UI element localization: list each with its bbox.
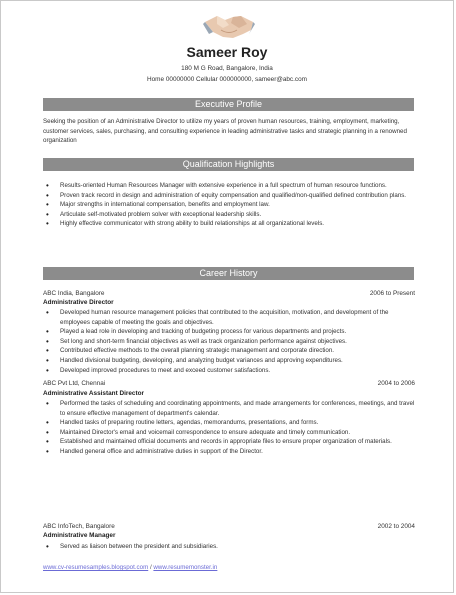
job-company: ABC InfoTech, Bangalore [43,523,115,530]
list-item: • Handled general office and administrative duties in support of the Director. [43,447,415,457]
handshake-icon [203,8,255,44]
list-item: • Set long and short-term financial objectives as well as track organization performance against objectives. [43,337,415,347]
list-item: • Served as liaison between the president and subsidiaries. [43,542,415,552]
section-qualification-highlights: Qualification Highlights [43,158,414,171]
list-item: • Handled divisional budgeting, developing, and analyzing budget variances and approving expenditures. [43,356,415,366]
list-item: • Established and maintained official documents and records in appropriate files to ensure proper organization of materials. [43,437,415,447]
list-item: • Articulate self-motivated problem solver with exceptional leadership skills. [43,210,415,220]
list-item: • Results-oriented Human Resources Manager with extensive experience in a full spectrum of human resource functions. [43,181,415,191]
list-item: • Handled tasks of preparing routine letters, agendas, memorandums, presentations, and forms. [43,418,415,428]
list-item: • Major strengths in international compensation, benefits and employment law. [43,200,415,210]
list-item: • Developed improved procedures to meet and exceed customer satisfactions. [43,366,415,376]
list-item: • Proven track record in design and administration of equity compensation and qualified/non-qualified defined contribution plans. [43,191,415,201]
list-item: • Developed human resource management policies that contributed to the acquisition, motivation, and development of the employees capable of meeting the goals and objectives. [43,308,415,327]
qualification-list [43,181,415,229]
candidate-name: Sameer Roy [186,44,268,60]
list-item: • Performed the tasks of scheduling and coordinating appointments, and made arrangements for conferences, meetings, and travel to ensure effective management of department's calendar. [43,399,415,418]
job-header [43,290,415,297]
list-item: • Played a lead role in developing and tracking of budgeting process for various departments and projects. [43,327,415,337]
footer-separator: / [148,564,154,571]
job-header [43,523,415,530]
job-duties-list [43,308,415,375]
footer-link-cv-resumesamples[interactable]: www.cv-resumesamples.blogspot.com [43,564,149,571]
footer-links [43,564,217,571]
job-dates: 2006 to Present [369,290,415,297]
job-duties-list [43,542,415,552]
job-title: Administrative Director [43,299,114,306]
job-company: ABC India, Bangalore [43,290,105,297]
address-line: 180 M G Road, Bangalore, India [181,65,273,72]
section-career-history: Career History [43,267,414,280]
list-item: • Contributed effective methods to the overall planning strategic management and corporate direction. [43,346,415,356]
job-duties-list [43,399,415,457]
job-header [43,380,415,387]
list-item: • Maintained Director's email and voicemail correspondence to ensure adequate and timely communication. [43,428,415,438]
list-item: • Highly effective communicator with strong ability to build relationships at all organizational levels. [43,219,415,229]
job-dates: 2002 to 2004 [377,523,415,530]
section-executive-profile: Executive Profile [43,98,414,111]
footer-link-resumemonster[interactable]: www.resumemonster.in [153,564,218,571]
job-title: Administrative Assistant Director [43,390,144,397]
job-dates: 2004 to 2006 [377,380,415,387]
job-title: Administrative Manager [43,532,116,539]
executive-profile-text: Seeking the position of an Administrative Director to utilize my years of proven human resources, training, employment, marketing, customer services, sales, purchasing, and consulting experience in leading administrative tasks and strategic planning in a renowned organization [43,118,407,145]
contact-line: Home 00000000 Cellular 000000000, sameer@abc.com [147,76,307,83]
job-company: ABC Pvt Ltd, Chennai [43,380,106,387]
